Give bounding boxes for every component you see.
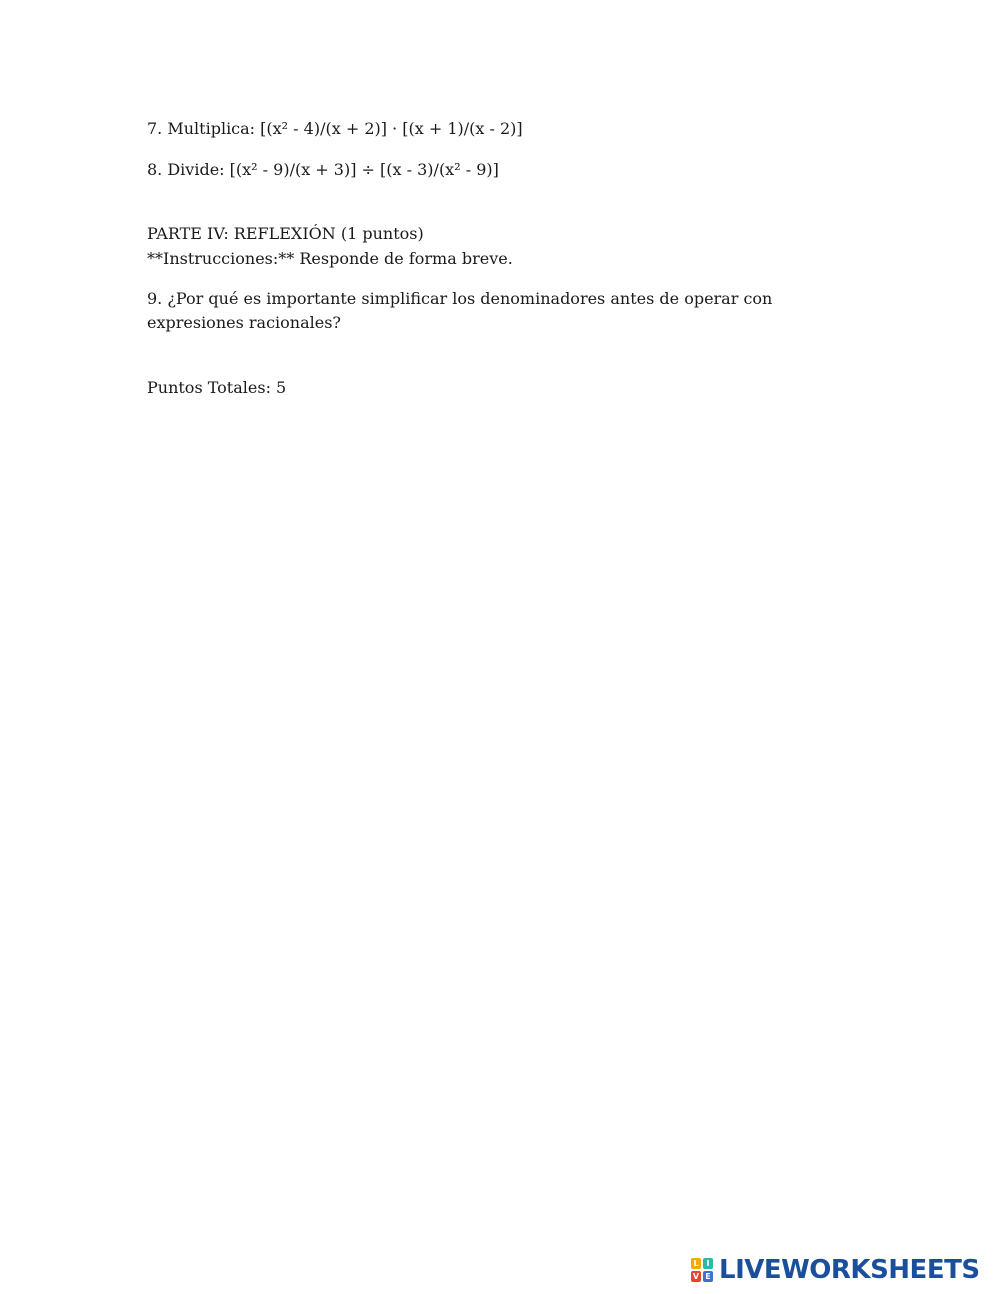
logo-mark-letter: I: [703, 1258, 713, 1269]
part-4-instructions: **Instrucciones:** Responde de forma breve.: [147, 249, 513, 268]
logo-text: LIVEWORKSHEETS: [719, 1255, 980, 1285]
logo-mark-letter: L: [691, 1258, 701, 1269]
logo-mark-letter: E: [703, 1271, 713, 1282]
question-8: 8. Divide: [(x² - 9)/(x + 3)] ÷ [(x - 3)/(x² - 9)]: [147, 160, 499, 179]
question-9: 9. ¿Por qué es importante simplificar los denominadores antes de operar con expresiones racionales?: [147, 289, 773, 332]
total-points: Puntos Totales: 5: [147, 378, 287, 397]
liveworksheets-logo: [691, 1255, 980, 1285]
part-4-heading: PARTE IV: REFLEXIÓN (1 puntos): [147, 224, 424, 243]
logo-mark-letter: V: [692, 1272, 700, 1281]
question-7: 7. Multiplica: [(x² - 4)/(x + 2)] · [(x + 1)/(x - 2)]: [147, 119, 523, 138]
logo-mark-icon: [691, 1258, 713, 1282]
